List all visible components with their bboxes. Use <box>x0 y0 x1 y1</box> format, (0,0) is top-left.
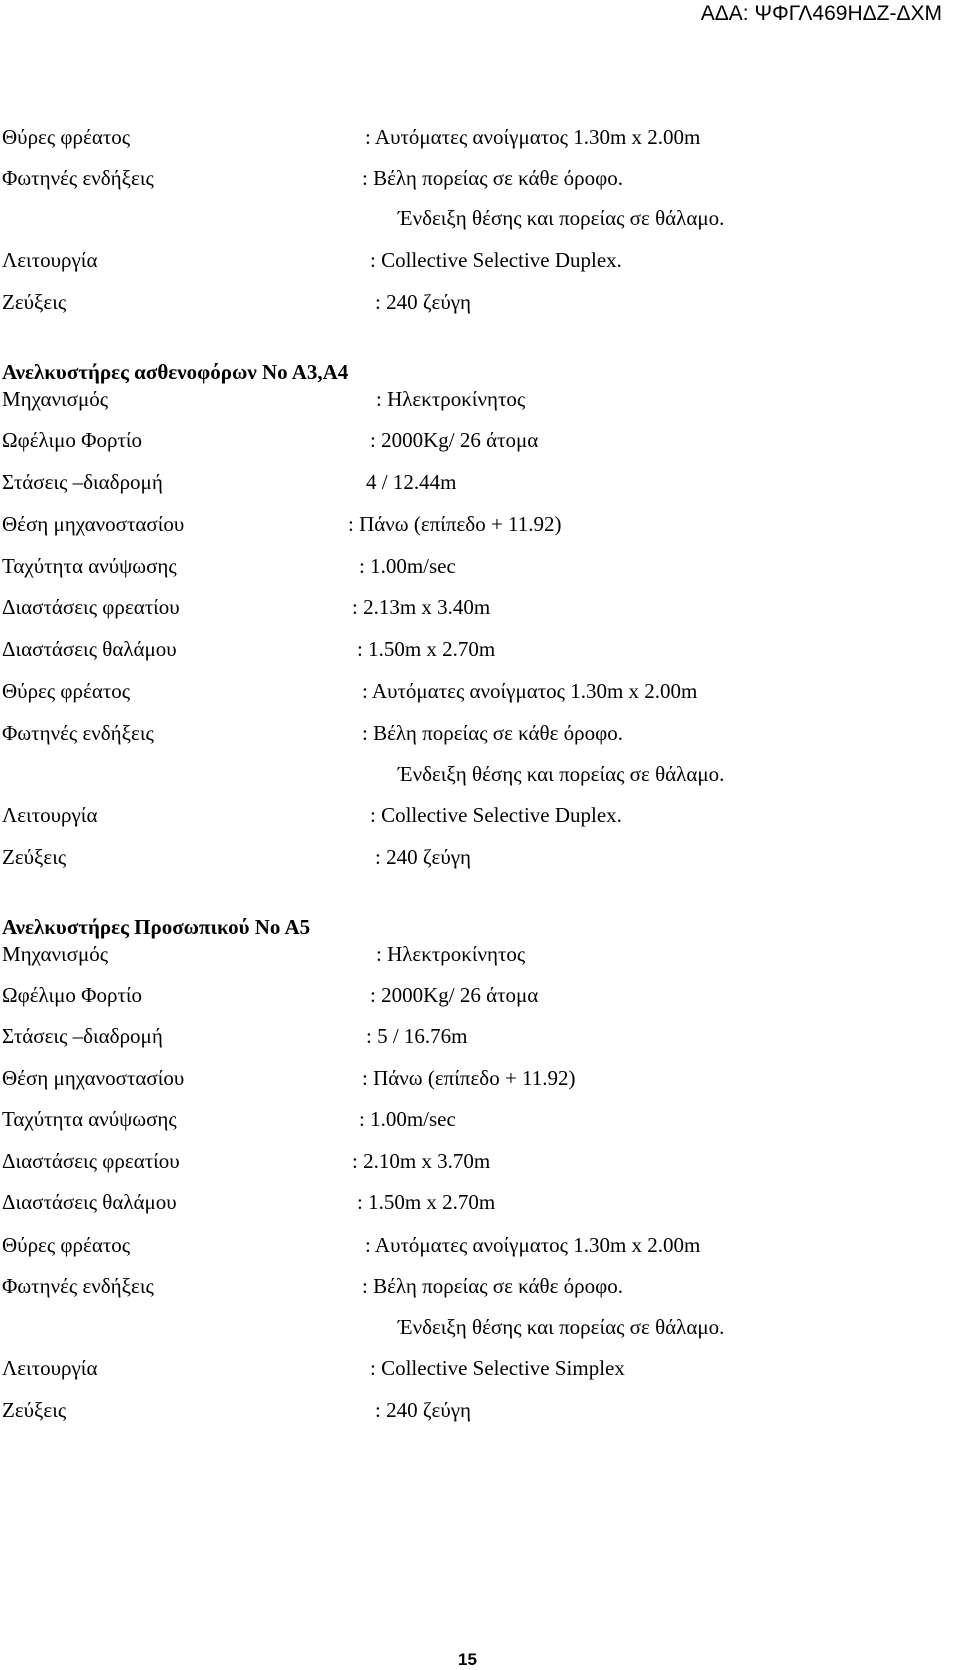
spec-label: Στάσεις –διαδρομή <box>2 470 163 494</box>
spec-value: : 2000Kg/ 26 άτομα <box>370 983 539 1007</box>
spec-label: Διαστάσεις θαλάμου <box>2 1190 177 1214</box>
spec-label: Ζεύξεις <box>2 845 67 869</box>
spec-value: : 1.50m x 2.70m <box>357 637 496 661</box>
spec-value: : Πάνω (επίπεδο + 11.92) <box>362 1066 576 1090</box>
spec-label: Φωτηνές ενδήξεις <box>2 721 154 745</box>
spec-value: : 240 ζεύγη <box>375 290 472 314</box>
spec-value: : Αυτόματες ανοίγματος 1.30m x 2.00m <box>365 1233 701 1257</box>
spec-label: Διαστάσεις φρεατίου <box>2 595 180 619</box>
spec-value: : Collective Selective Simplex <box>370 1356 625 1380</box>
spec-value: : 5 / 16.76m <box>366 1024 468 1048</box>
spec-label: Φωτηνές ενδήξεις <box>2 166 154 190</box>
spec-value: : Ηλεκτροκίνητος <box>376 942 526 966</box>
spec-label: Θέση μηχανοστασίου <box>2 512 185 536</box>
section-heading: Ανελκυστήρες ασθενοφόρων Νο Α3,Α4 <box>2 360 349 384</box>
spec-label: Θύρες φρέατος <box>2 125 131 149</box>
spec-value: : 1.50m x 2.70m <box>357 1190 496 1214</box>
spec-value: : Βέλη πορείας σε κάθε όροφο. <box>362 1274 624 1298</box>
page-number: 15 <box>458 1650 477 1669</box>
spec-label: Θύρες φρέατος <box>2 1233 131 1257</box>
spec-label: Ζεύξεις <box>2 1398 67 1422</box>
document-ada-header: ΑΔΑ: ΨΦΓΛ469ΗΔΖ-ΔΧΜ <box>700 2 942 25</box>
spec-label: Φωτηνές ενδήξεις <box>2 1274 154 1298</box>
spec-value: Ένδειξη θέσης και πορείας σε θάλαμο. <box>398 762 725 786</box>
spec-value: : 2.13m x 3.40m <box>352 595 491 619</box>
spec-value: : Αυτόματες ανοίγματος 1.30m x 2.00m <box>365 125 701 149</box>
spec-label: Θέση μηχανοστασίου <box>2 1066 185 1090</box>
spec-label: Ταχύτητα ανύψωσης <box>2 554 177 578</box>
spec-label: Στάσεις –διαδρομή <box>2 1024 163 1048</box>
spec-value: : 240 ζεύγη <box>375 1398 472 1422</box>
spec-value: : Ηλεκτροκίνητος <box>376 387 526 411</box>
spec-label: Λειτουργία <box>2 1356 98 1380</box>
spec-label: Μηχανισμός <box>2 942 109 966</box>
section-heading: Ανελκυστήρες Προσωπικού Νο Α5 <box>2 915 311 939</box>
spec-label: Ταχύτητα ανύψωσης <box>2 1107 177 1131</box>
spec-value: : 2000Kg/ 26 άτομα <box>370 428 539 452</box>
spec-value: : Αυτόματες ανοίγματος 1.30m x 2.00m <box>362 679 698 703</box>
spec-label: Λειτουργία <box>2 803 98 827</box>
spec-value: 4 / 12.44m <box>366 470 457 494</box>
spec-value: : Collective Selective Duplex. <box>370 248 622 272</box>
spec-value: Ένδειξη θέσης και πορείας σε θάλαμο. <box>398 206 725 230</box>
spec-label: Ωφέλιμο Φορτίο <box>2 983 143 1007</box>
spec-value: : 240 ζεύγη <box>375 845 472 869</box>
spec-label: Διαστάσεις θαλάμου <box>2 637 177 661</box>
spec-value: Ένδειξη θέσης και πορείας σε θάλαμο. <box>398 1315 725 1339</box>
spec-value: : Βέλη πορείας σε κάθε όροφο. <box>362 721 624 745</box>
spec-label: Ωφέλιμο Φορτίο <box>2 428 143 452</box>
spec-label: Θύρες φρέατος <box>2 679 131 703</box>
spec-value: : Πάνω (επίπεδο + 11.92) <box>348 512 562 536</box>
spec-value: : Βέλη πορείας σε κάθε όροφο. <box>362 166 624 190</box>
spec-value: : 2.10m x 3.70m <box>352 1149 491 1173</box>
spec-label: Διαστάσεις φρεατίου <box>2 1149 180 1173</box>
spec-label: Ζεύξεις <box>2 290 67 314</box>
spec-value: : 1.00m/sec <box>359 1107 456 1131</box>
spec-value: : 1.00m/sec <box>359 554 456 578</box>
spec-value: : Collective Selective Duplex. <box>370 803 622 827</box>
spec-label: Λειτουργία <box>2 248 98 272</box>
spec-label: Μηχανισμός <box>2 387 109 411</box>
